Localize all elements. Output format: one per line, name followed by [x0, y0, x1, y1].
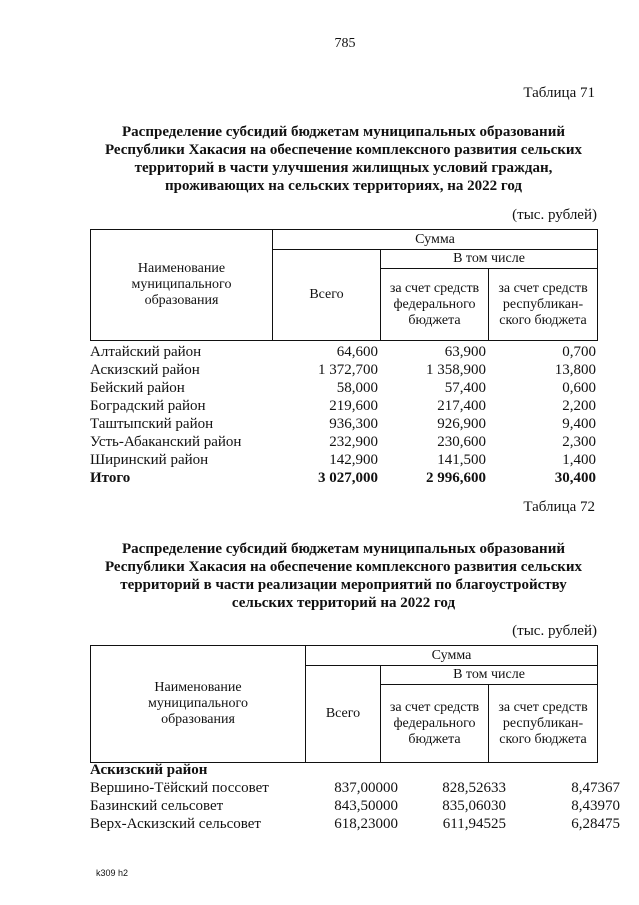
- cell-total: 843,50000: [334, 798, 398, 814]
- cell-republic: 0,700: [562, 344, 596, 360]
- header-name: Наименование муниципального образования: [91, 230, 273, 341]
- cell-republic: 6,28475: [571, 816, 620, 832]
- cell-total: 142,900: [329, 452, 378, 468]
- table-72-unit: (тыс. рублей): [512, 623, 597, 639]
- table-row: [90, 469, 596, 487]
- table-row: [90, 361, 596, 379]
- cell-federal: 230,600: [437, 434, 486, 450]
- cell-name: Аскизский район: [90, 362, 200, 378]
- table-72-body: [90, 761, 620, 833]
- table-row: [90, 397, 596, 415]
- cell-republic: 30,400: [554, 470, 596, 486]
- cell-name: Ширинский район: [90, 452, 209, 468]
- cell-federal: 141,500: [437, 452, 486, 468]
- title-line: проживающих на сельских территориях, на 2022 год: [164, 178, 523, 194]
- cell-total: 3 027,000: [318, 470, 378, 486]
- page-number: 785: [334, 36, 356, 51]
- title-line: Распределение субсидий бюджетам муниципальных образований: [122, 541, 565, 557]
- header-federal: за счет средств федерального бюджета: [381, 269, 489, 341]
- cell-total: 219,600: [329, 398, 378, 414]
- table-71-unit: (тыс. рублей): [512, 207, 597, 223]
- cell-total: 936,300: [329, 416, 378, 432]
- header-federal: за счет средств федерального бюджета: [381, 685, 489, 763]
- cell-federal: 217,400: [437, 398, 486, 414]
- cell-republic: 8,47367: [571, 780, 620, 796]
- group-name: Аскизский район: [90, 762, 208, 778]
- table-row: [90, 379, 596, 397]
- header-sum: Сумма: [273, 230, 598, 250]
- cell-name: Усть-Абаканский район: [90, 434, 242, 450]
- header-republic: за счет средств республикан-ского бюджета: [489, 685, 598, 763]
- cell-total: 64,600: [336, 344, 378, 360]
- title-line: Республики Хакасия на обеспечение комплексного развития сельских: [104, 559, 583, 575]
- cell-name: Базинский сельсовет: [90, 798, 224, 814]
- cell-federal: 611,94525: [442, 816, 506, 832]
- cell-name: Алтайский район: [90, 344, 202, 360]
- cell-total: 618,23000: [334, 816, 398, 832]
- cell-federal: 2 996,600: [426, 470, 486, 486]
- cell-federal: 1 358,900: [426, 362, 486, 378]
- table-row: [90, 815, 620, 833]
- cell-name: Верх-Аскизский сельсовет: [90, 816, 261, 832]
- cell-republic: 0,600: [562, 380, 596, 396]
- table-row: [90, 779, 620, 797]
- cell-name: Итого: [90, 470, 131, 486]
- header-sum: Сумма: [306, 646, 598, 666]
- header-including: В том числе: [381, 666, 598, 685]
- cell-total: 232,900: [329, 434, 378, 450]
- title-line: территорий в части реализации мероприятий по благоустройству: [120, 577, 567, 593]
- header-republic: за счет средств республикан-ского бюджета: [489, 269, 598, 341]
- table-71-label: Таблица 71: [523, 85, 595, 101]
- cell-total: 837,00000: [334, 780, 398, 796]
- table-71-header: [90, 229, 598, 341]
- cell-name: Вершино-Тёйский поссовет: [90, 780, 269, 796]
- cell-total: 1 372,700: [318, 362, 378, 378]
- cell-federal: 63,900: [444, 344, 486, 360]
- cell-republic: 1,400: [562, 452, 596, 468]
- cell-federal: 926,900: [437, 416, 486, 432]
- cell-republic: 9,400: [562, 416, 596, 432]
- table-72-header: [90, 645, 598, 763]
- title-line: территорий в части улучшения жилищных условий граждан,: [134, 160, 553, 176]
- cell-total: 58,000: [336, 380, 378, 396]
- cell-republic: 2,300: [562, 434, 596, 450]
- table-row: [90, 415, 596, 433]
- cell-name: Боградский район: [90, 398, 206, 414]
- table-row: [90, 797, 620, 815]
- title-line: Республики Хакасия на обеспечение комплексного развития сельских: [104, 142, 583, 158]
- header-name: Наименование муниципального образования: [91, 646, 306, 763]
- table-71-title: [90, 123, 597, 195]
- title-line: Распределение субсидий бюджетам муниципальных образований: [122, 124, 565, 140]
- table-row: [90, 433, 596, 451]
- header-total: Всего: [306, 666, 381, 763]
- table-72-label: Таблица 72: [523, 499, 595, 515]
- table-row: [90, 343, 596, 361]
- group-row: [90, 761, 620, 779]
- cell-federal: 57,400: [444, 380, 486, 396]
- header-including: В том числе: [381, 250, 598, 269]
- table-71-body: [90, 343, 596, 487]
- cell-name: Бейский район: [90, 380, 185, 396]
- table-72-title: [90, 540, 597, 612]
- footer-code: k309 h2: [96, 868, 129, 878]
- cell-republic: 8,43970: [571, 798, 620, 814]
- title-line: сельских территорий на 2022 год: [231, 595, 456, 611]
- cell-republic: 2,200: [562, 398, 596, 414]
- cell-republic: 13,800: [554, 362, 596, 378]
- table-row: [90, 451, 596, 469]
- header-total: Всего: [273, 250, 381, 341]
- cell-name: Таштыпский район: [90, 416, 214, 432]
- cell-federal: 828,52633: [442, 780, 506, 796]
- cell-federal: 835,06030: [442, 798, 506, 814]
